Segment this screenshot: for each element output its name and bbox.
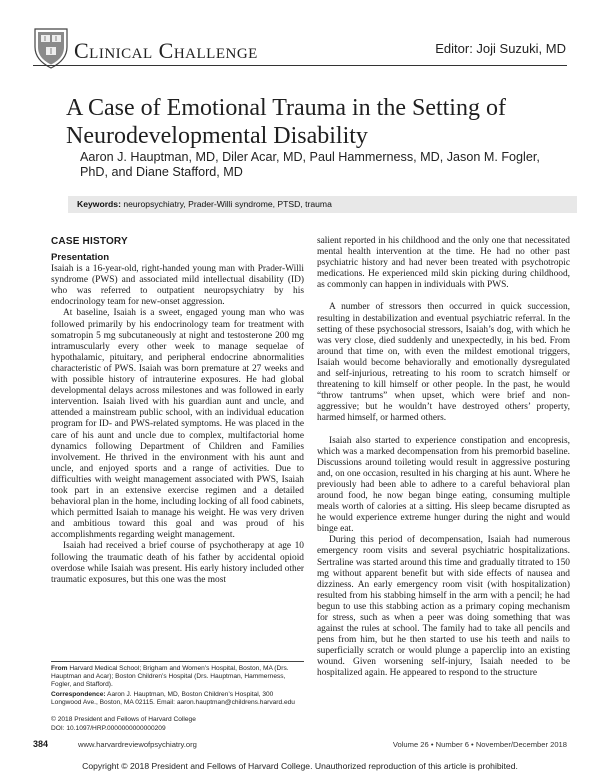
keywords-text: neuropsychiatry, Prader-Willi syndrome, PTSD, trauma: [120, 199, 332, 209]
paragraph: At baseline, Isaiah is a sweet, engaged young man who was followed primarily by his endocrinology team for treatment with somatropin 5 mg subcutaneously at night and testosterone 200 mg intramuscularly every other week to manage sequelae of hypothalamic, pituitary, and peripheral endocrine abnormalities characteristic of PWS. Isaiah was born premature at 27 weeks and with possible history of intrauterine exposures. He had global developmental delays across milestones and was followed in early intervention. Isaiah lived with his guardian aunt and uncle, and attended a mainstream public school, with an individual education program for ID- and PWS-related symptoms. He was placed in the care of his aunt and uncle due to complex, multifactorial home dynamics following Department of Children and Families involvement. He thrived in the environment with his aunt and uncle, and enjoyed sports and a range of activities. Due to difficulties with weight management associated with PWS, Isaiah took part in an extensive exercise regimen and a detailed behavioral plan in the home, including locking of all food cabinets, which permitted Isaiah to manage his weight. He was very driven and ambitious toward this goal and was proud of his accomplishments regarding weight management.: [51, 308, 304, 541]
article-title: A Case of Emotional Trauma in the Setting of Neurodevelopmental Disability: [66, 95, 506, 149]
journal-url: www.harvardreviewofpsychiatry.org: [78, 740, 197, 749]
keywords-box: [68, 196, 577, 213]
volume-info: Volume 26 • Number 6 • November/December 2018: [392, 740, 567, 749]
doi-line: DOI: 10.1097/HRP.0000000000000209: [51, 725, 166, 732]
body-column-left: [51, 252, 304, 586]
editor-credit: Editor: Joji Suzuki, MD: [435, 41, 566, 56]
correspondence-label: Correspondence:: [51, 691, 106, 698]
paragraph: Isaiah had received a brief course of psychotherapy at age 10 following the traumatic death of his father by accidental opioid overdose while Isaiah was present. His early history included other traumatic exposures, but this one was the most: [51, 541, 304, 585]
body-column-right: [317, 236, 570, 680]
copyright-notice: Copyright © 2018 President and Fellows of Harvard College. Unauthorized reproduction of this article is prohibited.: [82, 761, 518, 771]
paragraph: A number of stressors then occurred in quick succession, resulting in destabilization and eventual psychiatric referral. In the setting of these psychosocial stressors, Isaiah’s dog, with which he was very close, died suddenly and unexpectedly, in his bed. From around that time on, with even the mildest emotional triggers, Isaiah would become behaviorally and emotionally dysregulated and self-injurious, retreating to his room to scratch himself or threatening to kill himself or other people. In the past, he would “throw tantrums” when upset, which were brief and non-aggressive; but he wouldn’t have destroyed others’ property, harmed himself, or harmed others.: [317, 302, 570, 424]
from-label: From: [51, 665, 68, 672]
correspondence-text: Aaron J. Hauptman, MD, Boston Children’s Hospital, 300 Longwood Ave., Boston, MA 02115. Email: aaron.hauptman@childrens.harvard.edu: [51, 691, 295, 707]
copyright-line: © 2018 President and Fellows of Harvard College: [51, 716, 196, 723]
from-text: Harvard Medical School; Brigham and Women’s Hospital, Boston, MA (Drs. Hauptman and Acar); Boston Children’s Hospital (Drs. Hauptman, Hammerness, Fogler, and Stafford).: [51, 665, 289, 689]
paragraph: salient reported in his childhood and the only one that necessitated mental health intervention at the time. He had no other past psychiatric history and had never been treated with psychotropic medications. He experienced mild skin picking during childhood, as commonly can happen in individuals with PWS.: [317, 236, 570, 291]
harvard-shield-logo: [33, 27, 69, 69]
correspondence-note: [51, 691, 304, 707]
footnote-rule: [51, 661, 304, 662]
affiliation-note: [51, 665, 304, 690]
paragraph: Isaiah is a 16-year-old, right-handed young man with Prader-Willi syndrome (PWS) and associated mild intellectual disability (ID) who was referred to outpatient neuropsychiatry by his endocrinology team for new-onset aggression.: [51, 264, 304, 308]
case-history-heading: CASE HISTORY: [51, 236, 128, 247]
paragraph: During this period of decompensation, Isaiah had numerous emergency room visits and several psychiatric hospitalizations. Sertraline was started around this time and gradually titrated to 150 mg without apparent benefit but with side effects of nausea and dizziness. An early emergency room visit (with hospitalization) resulted from his stabbing himself in the arm with a pencil; he had begun to use this stabbing action as a primary coping mechanism for stress, such as when a peer was doing something that was against the rules at school. The family had to take all pencils and pens from him, but he then started to use his teeth and nails to superficially scratch or would plunge a paperclip into an existing wound. Given worsening self-injury, Isaiah needed to be hospitalized again. He appeared to respond to the structure: [317, 535, 570, 679]
section-label: Clinical Challenge: [74, 38, 258, 63]
article-authors: Aaron J. Hauptman, MD, Diler Acar, MD, Paul Hammerness, MD, Jason M. Fogler, PhD, and Diane Stafford, MD: [80, 150, 540, 179]
presentation-heading: Presentation: [51, 252, 110, 263]
paragraph: Isaiah also started to experience constipation and encopresis, which was a marked decompensation from his premorbid baseline. Discussions around toileting would result in aggressive posturing and, on one occasion, resulted in his charging at his aunt. Where he previously had been able to adhere to a careful behavioral plan around food, he now began binge eating, consuming multiple meals worth of calories at a sitting. His sleep became disrupted as he would experience extreme hunger during the night and would binge eat.: [317, 435, 570, 535]
keywords-label: Keywords:: [77, 199, 121, 209]
header-rule: [33, 65, 567, 66]
page-number: 384: [33, 739, 49, 749]
